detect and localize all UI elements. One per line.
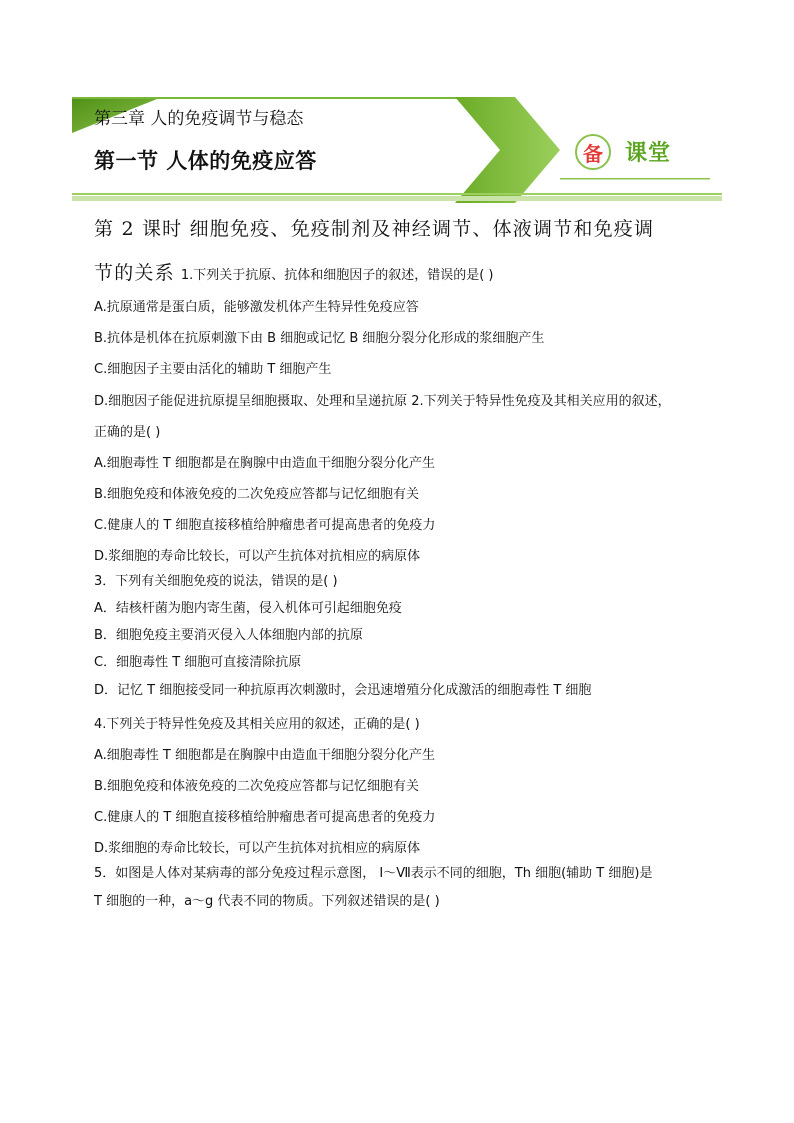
question-2-stem-cont: 正确的是( ) — [94, 425, 161, 440]
question-1-stem: 1.下列关于抗原、抗体和细胞因子的叙述，错误的是( ) — [180, 268, 494, 283]
chevron-arrow — [455, 97, 560, 203]
top-rule — [72, 97, 457, 99]
question-5-stem: 5．如图是人体对某病毒的部分免疫过程示意图， Ⅰ～Ⅶ表示不同的细胞，Th 细胞(辅助 T 细胞)是 — [94, 866, 653, 881]
bottom-rule — [72, 196, 722, 201]
question-1-option-b: B.抗体是机体在抗原刺激下由 B 细胞或记忆 B 细胞分裂分化形成的浆细胞产生 — [94, 331, 545, 346]
question-1-option-c: C.细胞因子主要由活化的辅助 T 细胞产生 — [94, 362, 332, 377]
question-3-stem: 3．下列有关细胞免疫的说法，错误的是( ) — [94, 574, 338, 589]
question-2-option-a: A.细胞毒性 T 细胞都是在胸腺中由造血干细胞分裂分化产生 — [94, 456, 436, 471]
lesson-title-line2 — [94, 258, 494, 285]
question-2-option-c: C.健康人的 T 细胞直接移植给肿瘤患者可提高患者的免疫力 — [94, 518, 436, 533]
question-2-option-d: D.浆细胞的寿命比较长，可以产生抗体对抗相应的病原体 — [94, 549, 421, 564]
chapter-title: 第三章 人的免疫调节与稳态 — [94, 109, 304, 129]
question-4-option-c: C.健康人的 T 细胞直接移植给肿瘤患者可提高患者的免疫力 — [94, 810, 436, 825]
section-title: 第一节 人体的免疫应答 — [94, 148, 317, 173]
question-3-option-b: B．细胞免疫主要消灭侵入人体细胞内部的抗原 — [94, 628, 363, 643]
question-4-option-a: A.细胞毒性 T 细胞都是在胸腺中由造血干细胞分裂分化产生 — [94, 748, 436, 763]
question-1-option-a: A.抗原通常是蛋白质，能够激发机体产生特异性免疫应答 — [94, 300, 419, 315]
question-3-option-a: A．结核杆菌为胞内寄生菌，侵入机体可引起细胞免疫 — [94, 601, 402, 616]
brand-label: 课堂 — [625, 141, 672, 166]
question-3-option-c: C．细胞毒性 T 细胞可直接清除抗原 — [94, 655, 302, 670]
question-4-option-b: B.细胞免疫和体液免疫的二次免疫应答都与记忆细胞有关 — [94, 779, 420, 794]
question-3-option-d: D．记忆 T 细胞接受同一种抗原再次刺激时，会迅速增殖分化成激活的细胞毒性 T 细胞 — [94, 683, 592, 698]
question-1-option-d: D.细胞因子能促进抗原提呈细胞摄取、处理和呈递抗原 2.下列关于特异性免疫及其相关应用的叙述， — [94, 394, 671, 409]
badge-icon — [575, 134, 611, 170]
bottom-rule-line — [72, 193, 722, 195]
question-4-stem: 4.下列关于特异性免疫及其相关应用的叙述，正确的是( ) — [94, 717, 420, 732]
question-2-option-b: B.细胞免疫和体液免疫的二次免疫应答都与记忆细胞有关 — [94, 487, 420, 502]
lesson-title-line2-text: 节的关系 — [94, 262, 175, 284]
lesson-title-line1: 第 2 课时 细胞免疫、免疫制剂及神经调节、体液调节和免疫调 — [94, 218, 655, 240]
badge-char: 备 — [583, 141, 603, 166]
question-5-stem-cont: T 细胞的一种，a～g 代表不同的物质。下列叙述错误的是( ) — [94, 894, 440, 909]
brand-underline — [560, 178, 710, 180]
question-4-option-d: D.浆细胞的寿命比较长，可以产生抗体对抗相应的病原体 — [94, 841, 421, 856]
